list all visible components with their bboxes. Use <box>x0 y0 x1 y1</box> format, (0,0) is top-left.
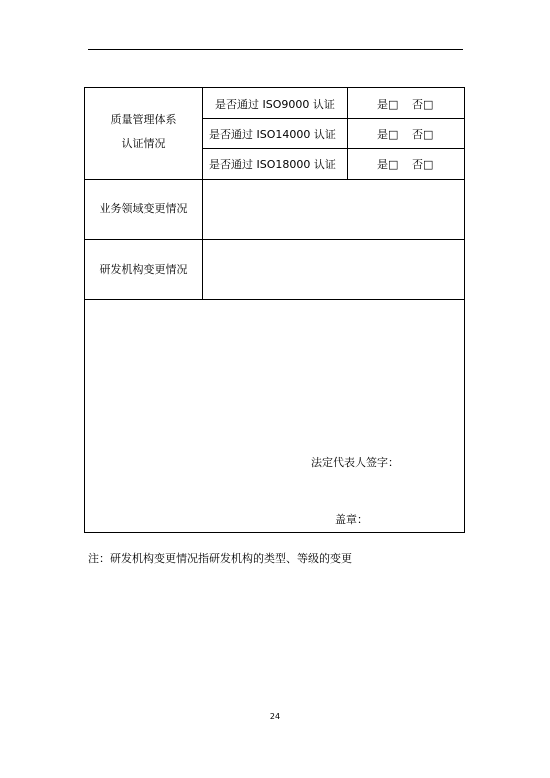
iso-row-divider-2 <box>202 148 465 149</box>
iso-row-divider-1 <box>202 118 465 119</box>
signature-label: 法定代表人签字： <box>311 456 399 469</box>
iso14000-question: 是否通过 ISO14000 认证 <box>209 128 336 141</box>
qms-label-line2: 认证情况 <box>121 137 166 150</box>
iso9000-question: 是否通过 ISO9000 认证 <box>215 98 335 111</box>
iso9000-yes-checkbox[interactable]: 是□ <box>377 98 399 111</box>
iso18000-no-checkbox[interactable]: 否□ <box>412 158 434 171</box>
iso18000-question: 是否通过 ISO18000 认证 <box>209 158 336 171</box>
signature-area[interactable] <box>85 300 465 533</box>
header-rule <box>88 49 463 50</box>
page-number: 24 <box>269 712 281 721</box>
iso14000-yes-checkbox[interactable]: 是□ <box>377 128 399 141</box>
business-change-field[interactable] <box>203 180 465 239</box>
qms-label <box>85 113 202 151</box>
options-column-divider <box>347 88 348 179</box>
rd-change-label: 研发机构变更情况 <box>99 263 188 276</box>
iso14000-no-checkbox[interactable]: 否□ <box>412 128 434 141</box>
rd-change-field[interactable] <box>203 240 465 299</box>
form-table <box>84 87 465 533</box>
iso18000-yes-checkbox[interactable]: 是□ <box>377 158 399 171</box>
footnote: 注：研发机构变更情况指研发机构的类型、等级的变更 <box>88 552 352 565</box>
seal-label: 盖章： <box>335 513 368 526</box>
iso9000-no-checkbox[interactable]: 否□ <box>412 98 434 111</box>
qms-label-line1: 质量管理体系 <box>110 113 177 126</box>
business-change-label: 业务领域变更情况 <box>99 202 188 215</box>
